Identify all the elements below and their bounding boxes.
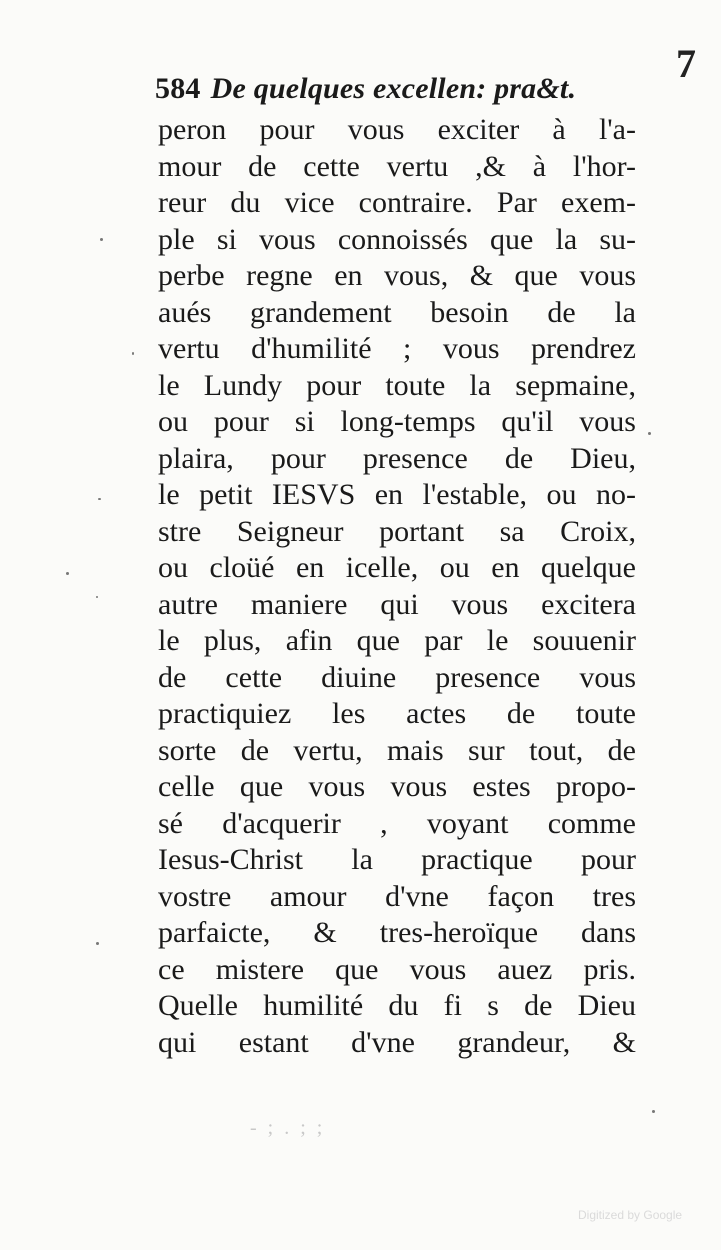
ink-speck <box>98 498 101 500</box>
text-line: autre maniere qui vous excitera <box>158 587 636 621</box>
ink-speck <box>132 352 134 355</box>
text-line: le Lundy pour toute la sepmaine, <box>158 368 636 402</box>
text-line: plaira, pour presence de Dieu, <box>158 441 636 475</box>
digitization-watermark: Digitized by Google <box>578 1208 683 1222</box>
text-line: de cette diuine presence vous <box>158 660 636 694</box>
text-line: Quelle humilité du fi s de Dieu <box>158 989 636 1022</box>
ink-speck <box>100 238 103 241</box>
text-line: celle que vous vous estes propo- <box>158 770 636 803</box>
text-line: reur du vice contraire. Par exem- <box>158 186 636 219</box>
ink-speck <box>96 942 99 945</box>
text-line: ple si vous connoissés que la su- <box>158 222 636 256</box>
text-line: mour de cette vertu ,& à l'hor- <box>158 149 636 183</box>
text-line: qui estant d'vne grandeur, & <box>158 1025 636 1059</box>
text-line: aués grandement besoin de la <box>158 295 636 329</box>
page-number: 584 <box>155 72 201 105</box>
text-line: ou pour si long-temps qu'il vous <box>158 405 636 438</box>
ink-speck <box>96 596 98 598</box>
text-line: vertu d'humilité ; vous prendrez <box>158 332 636 365</box>
text-line: vostre amour d'vne façon tres <box>158 879 636 913</box>
running-header <box>155 72 615 106</box>
text-line: perbe regne en vous, & que vous <box>158 259 636 292</box>
text-line: sé d'acquerir , voyant comme <box>158 806 636 840</box>
text-line: parfaicte, & tres-heroïque dans <box>158 916 636 949</box>
text-line: le petit IESVS en l'estable, ou no- <box>158 478 636 511</box>
text-line: peron pour vous exciter à l'a- <box>158 113 636 146</box>
text-line: ce mistere que vous auez pris. <box>158 952 636 986</box>
running-title: De quelques excellen: pra&t. <box>210 72 577 105</box>
text-line: le plus, afin que par le souuenir <box>158 624 636 657</box>
bleed-through-smudge: - ; . ; ; <box>250 1117 326 1139</box>
text-line: stre Seigneur portant sa Croix, <box>158 514 636 548</box>
ink-speck <box>652 1110 655 1113</box>
text-line: sorte de vertu, mais sur tout, de <box>158 733 636 767</box>
ink-speck <box>648 432 651 435</box>
ink-speck <box>66 572 69 575</box>
text-line: practiquiez les actes de toute <box>158 697 636 730</box>
text-line: ou cloüé en icelle, ou en quelque <box>158 551 636 584</box>
page-corner-mark: 7 <box>676 41 696 86</box>
text-line: Iesus-Christ la practique pour <box>158 843 636 876</box>
body-text <box>158 112 636 1061</box>
